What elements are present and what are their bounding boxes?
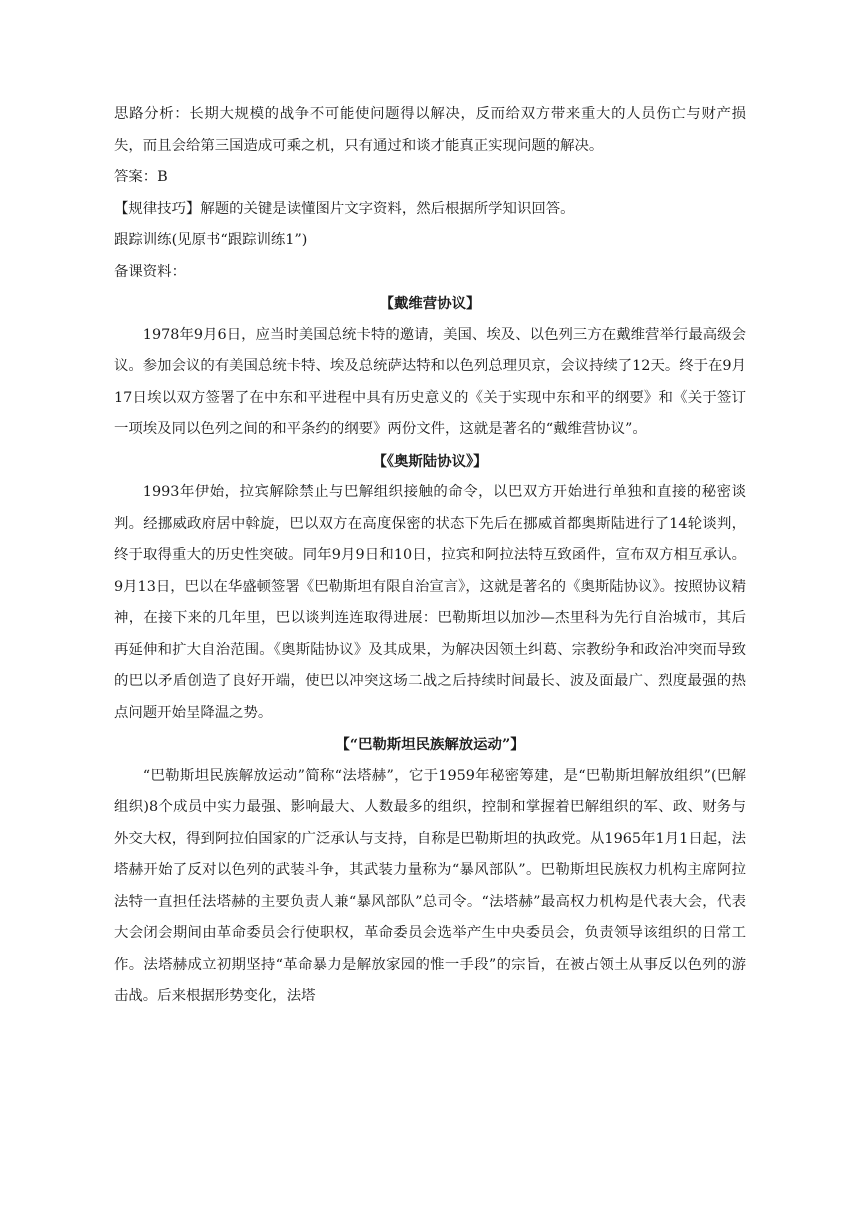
section-body-camp-david: 1978年9月6日，应当时美国总统卡特的邀请，美国、埃及、以色列三方在戴维营举行最高级会议。参加会议的有美国总统卡特、埃及总统萨达特和以色列总理贝京，会议持续了12天。终于在9月17日埃以双方签署了在中东和平进程中具有历史意义的《关于实现中东和平的纲要》和《关于签订一项埃及同以色列之间的和平条约的纲要》两份文件，这就是著名的“戴维营协议”。 <box>114 326 746 437</box>
analysis-paragraph: 思路分析：长期大规模的战争不可能使问题得以解决，反而给双方带来重大的人员伤亡与财产损失，而且会给第三国造成可乘之机，只有通过和谈才能真正实现问题的解决。 <box>114 106 746 154</box>
training-reference: 跟踪训练(见原书“跟踪训练1”) <box>114 232 308 248</box>
tip-paragraph: 【规律技巧】解题的关键是读懂图片文字资料，然后根据所学知识回答。 <box>114 200 575 217</box>
section-body-oslo: 1993年伊始，拉宾解除禁止与巴解组织接触的命令，以巴双方开始进行单独和直接的秘密谈判。经挪威政府居中斡旋，巴以双方在高度保密的状态下先后在挪威首都奥斯陆进行了14轮谈判，终于取得重大的历史性突破。同年9月9日和10日，拉宾和阿拉法特互致函件，宣布双方相互承认。9月13日，巴以在华盛顿签署《巴勒斯坦有限自治宣言》，这就是著名的《奥斯陆协议》。按照协议精神，在接下来的几年里，巴以谈判连连取得进展：巴勒斯坦以加沙—杰里科为先行自治城市，其后再延伸和扩大自治范围。《奥斯陆协议》及其成果，为解决因领土纠葛、宗教纷争和政治冲突而导致的巴以矛盾创造了良好开端，使巴以冲突这场二战之后持续时间最长、波及面最广、烈度最强的热点问题开始呈降温之势。 <box>114 484 746 721</box>
section-heading-oslo: 【《奥斯陆协议》】 <box>372 452 488 470</box>
document-page <box>114 99 746 1013</box>
section-heading-camp-david: 【戴维营协议】 <box>379 295 481 312</box>
section-heading-fatah: 【“巴勒斯坦民族解放运动”】 <box>335 736 525 753</box>
section-body-fatah: “巴勒斯坦民族解放运动”简称“法塔赫”，它于1959年秘密筹建，是“巴勒斯坦解放组织”(巴解组织)8个成员中实力最强、影响最大、人数最多的组织，控制和掌握着巴解组织的军、政、财务与外交大权，得到阿拉伯国家的广泛承认与支持，自称是巴勒斯坦的执政党。从1965年1月1日起，法塔赫开始了反对以色列的武装斗争，其武装力量称为“暴风部队”。巴勒斯坦民族权力机构主席阿拉法特一直担任法塔赫的主要负责人兼“暴风部队”总司令。“法塔赫”最高权力机构是代表大会，代表大会闭会期间由革命委员会行使职权，革命委员会选举产生中央委员会，负责领导该组织的日常工作。法塔赫成立初期坚持“革命暴力是解放家园的惟一手段”的宗旨，在被占领土从事反以色列的游击战。后来根据形势变化，法塔 <box>114 767 746 1004</box>
materials-label: 备课资料： <box>114 263 186 280</box>
answer-line: 答案：B <box>114 169 168 185</box>
